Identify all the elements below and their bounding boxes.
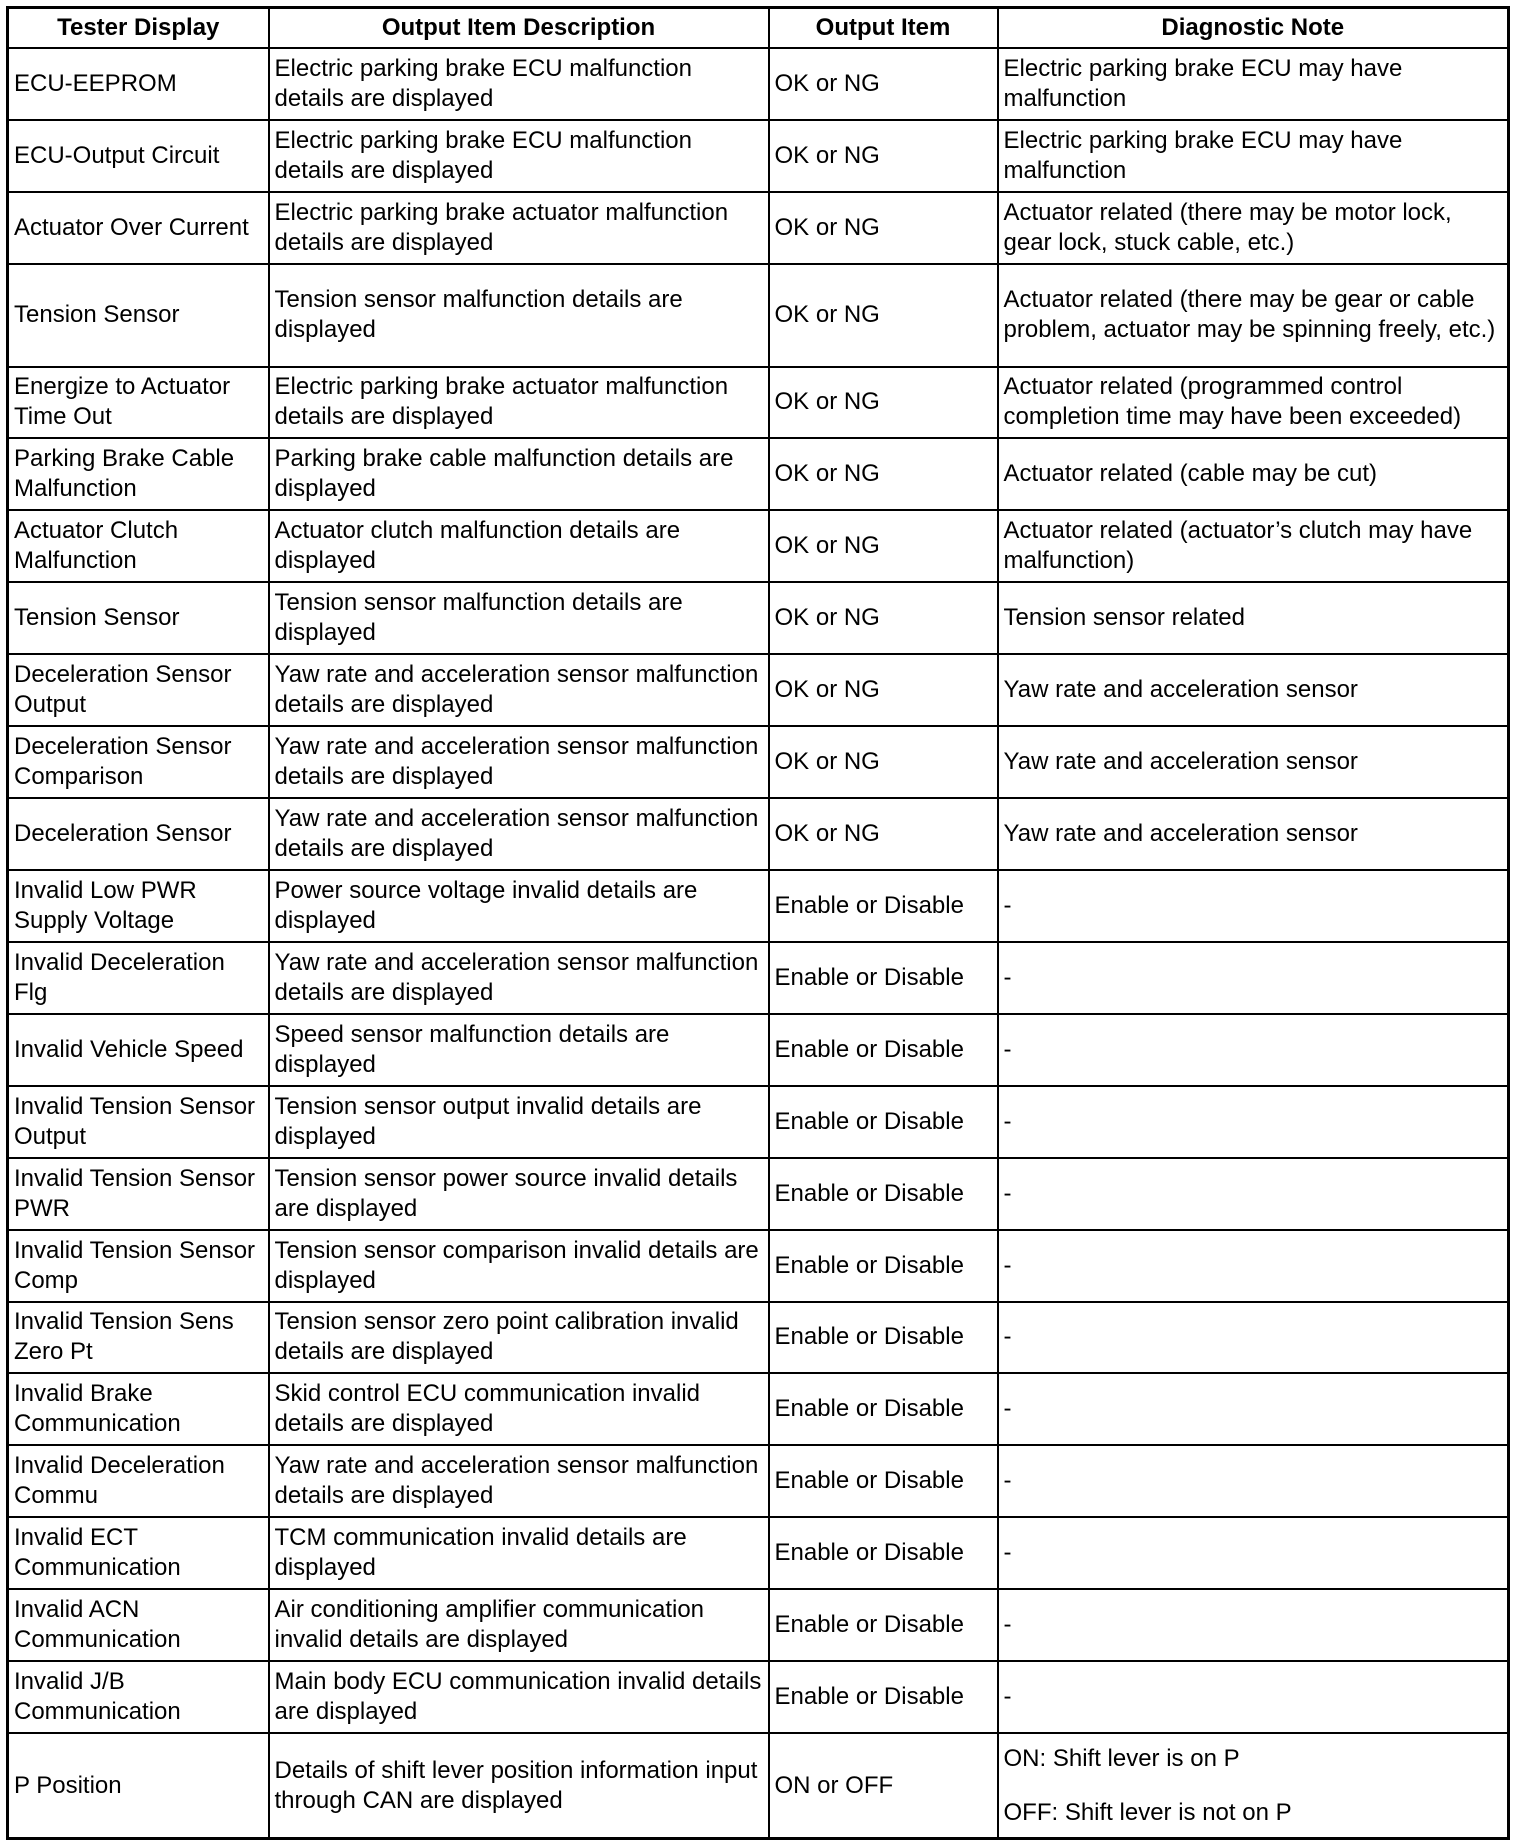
diagnostic-note-cell: -	[998, 1373, 1509, 1445]
tester-display-cell: Invalid Tension Sensor PWR	[8, 1158, 269, 1230]
output-item-cell: Enable or Disable	[769, 1230, 998, 1302]
table-row	[8, 1589, 1509, 1661]
description-cell: Electric parking brake actuator malfunction details are displayed	[269, 367, 769, 439]
header-tester-display: Tester Display	[8, 8, 269, 49]
note-off-line: OFF: Shift lever is not on P	[1003, 1798, 1292, 1826]
diagnostic-note-cell: Yaw rate and acceleration sensor	[998, 654, 1509, 726]
header-row	[8, 8, 1509, 49]
diagnostic-note-cell: -	[998, 942, 1509, 1014]
description-cell: Tension sensor output invalid details are displayed	[269, 1086, 769, 1158]
output-item-cell: OK or NG	[769, 582, 998, 654]
tester-display-cell: Invalid Tension Sens Zero Pt	[8, 1302, 269, 1374]
diagnostic-note-cell: -	[998, 1517, 1509, 1589]
tester-display-cell: Invalid Tension Sensor Output	[8, 1086, 269, 1158]
diagnostic-note-cell: -	[998, 1230, 1509, 1302]
diagnostic-note-cell: Electric parking brake ECU may have malfunction	[998, 120, 1509, 192]
table-row	[8, 726, 1509, 798]
note-on-line: ON: Shift lever is on P	[1003, 1744, 1240, 1772]
diagnostic-note-cell: Yaw rate and acceleration sensor	[998, 798, 1509, 870]
table-row	[8, 1517, 1509, 1589]
tester-display-cell: Invalid Vehicle Speed	[8, 1014, 269, 1086]
diagnostic-note-cell: Yaw rate and acceleration sensor	[998, 726, 1509, 798]
output-item-cell: OK or NG	[769, 192, 998, 264]
table-row	[8, 510, 1509, 582]
output-item-cell: Enable or Disable	[769, 1014, 998, 1086]
output-item-cell: Enable or Disable	[769, 870, 998, 942]
table-row	[8, 582, 1509, 654]
tester-display-cell: Invalid Deceleration Commu	[8, 1445, 269, 1517]
tester-display-cell: ECU-EEPROM	[8, 48, 269, 120]
description-cell: Parking brake cable malfunction details are displayed	[269, 438, 769, 510]
description-cell: Air conditioning amplifier communication invalid details are displayed	[269, 1589, 769, 1661]
output-item-cell: Enable or Disable	[769, 1086, 998, 1158]
output-item-cell: Enable or Disable	[769, 1445, 998, 1517]
output-item-cell: Enable or Disable	[769, 1661, 998, 1733]
tester-display-cell: Deceleration Sensor	[8, 798, 269, 870]
tester-display-cell: Invalid Deceleration Flg	[8, 942, 269, 1014]
diagnostic-note-cell: -	[998, 870, 1509, 942]
table-row	[8, 870, 1509, 942]
output-item-cell: OK or NG	[769, 438, 998, 510]
description-cell: Power source voltage invalid details are displayed	[269, 870, 769, 942]
description-cell: Electric parking brake ECU malfunction details are displayed	[269, 48, 769, 120]
output-item-cell: Enable or Disable	[769, 1302, 998, 1374]
output-item-cell: Enable or Disable	[769, 1373, 998, 1445]
tester-display-cell: Invalid Tension Sensor Comp	[8, 1230, 269, 1302]
description-cell: Details of shift lever position information input through CAN are displayed	[269, 1733, 769, 1838]
diagnostic-note-cell: -	[998, 1445, 1509, 1517]
tester-display-cell: Invalid ECT Communication	[8, 1517, 269, 1589]
output-item-cell: OK or NG	[769, 726, 998, 798]
diagnostic-note-cell: Tension sensor related	[998, 582, 1509, 654]
tester-display-cell: Actuator Over Current	[8, 192, 269, 264]
tester-display-cell: Invalid Brake Communication	[8, 1373, 269, 1445]
table-row	[8, 654, 1509, 726]
description-cell: Main body ECU communication invalid details are displayed	[269, 1661, 769, 1733]
table-row	[8, 48, 1509, 120]
output-item-cell: ON or OFF	[769, 1733, 998, 1838]
output-item-cell: Enable or Disable	[769, 1517, 998, 1589]
tester-display-cell: Deceleration Sensor Output	[8, 654, 269, 726]
table-row	[8, 1661, 1509, 1733]
table-row	[8, 1733, 1509, 1838]
note-spacer	[1004, 1774, 1503, 1798]
diagnostic-note-cell: -	[998, 1014, 1509, 1086]
diagnostic-table	[6, 6, 1510, 1840]
description-cell: Tension sensor comparison invalid details are displayed	[269, 1230, 769, 1302]
description-cell: Yaw rate and acceleration sensor malfunction details are displayed	[269, 1445, 769, 1517]
description-cell: Tension sensor malfunction details are displayed	[269, 582, 769, 654]
tester-display-cell: Invalid Low PWR Supply Voltage	[8, 870, 269, 942]
description-cell: Actuator clutch malfunction details are displayed	[269, 510, 769, 582]
tester-display-cell: Energize to Actuator Time Out	[8, 367, 269, 439]
table-row	[8, 264, 1509, 367]
output-item-cell: Enable or Disable	[769, 1158, 998, 1230]
diagnostic-note-cell	[998, 1733, 1509, 1838]
table-row	[8, 1445, 1509, 1517]
table-row	[8, 1373, 1509, 1445]
table-row	[8, 942, 1509, 1014]
header-output-item: Output Item	[769, 8, 998, 49]
description-cell: Yaw rate and acceleration sensor malfunction details are displayed	[269, 798, 769, 870]
table-row	[8, 438, 1509, 510]
diagnostic-note-cell: -	[998, 1661, 1509, 1733]
diagnostic-note-cell: -	[998, 1302, 1509, 1374]
table-row	[8, 1158, 1509, 1230]
table-row	[8, 1230, 1509, 1302]
diagnostic-note-cell: Actuator related (there may be motor lock, gear lock, stuck cable, etc.)	[998, 192, 1509, 264]
table-row	[8, 1014, 1509, 1086]
tester-display-cell: Tension Sensor	[8, 264, 269, 367]
description-cell: Speed sensor malfunction details are displayed	[269, 1014, 769, 1086]
tester-display-cell: Invalid ACN Communication	[8, 1589, 269, 1661]
description-cell: Tension sensor power source invalid details are displayed	[269, 1158, 769, 1230]
diagnostic-note-cell: -	[998, 1086, 1509, 1158]
description-cell: TCM communication invalid details are displayed	[269, 1517, 769, 1589]
output-item-cell: OK or NG	[769, 654, 998, 726]
tester-display-cell: Actuator Clutch Malfunction	[8, 510, 269, 582]
header-diagnostic-note: Diagnostic Note	[998, 8, 1509, 49]
output-item-cell: OK or NG	[769, 510, 998, 582]
description-cell: Tension sensor zero point calibration invalid details are displayed	[269, 1302, 769, 1374]
diagnostic-note-cell: -	[998, 1158, 1509, 1230]
tester-display-cell: Invalid J/B Communication	[8, 1661, 269, 1733]
output-item-cell: Enable or Disable	[769, 1589, 998, 1661]
tester-display-cell: ECU-Output Circuit	[8, 120, 269, 192]
diagnostic-note-cell: Actuator related (there may be gear or cable problem, actuator may be spinning freely, etc.)	[998, 264, 1509, 367]
header-output-item-description: Output Item Description	[269, 8, 769, 49]
description-cell: Yaw rate and acceleration sensor malfunction details are displayed	[269, 654, 769, 726]
description-cell: Yaw rate and acceleration sensor malfunction details are displayed	[269, 942, 769, 1014]
table-row	[8, 1086, 1509, 1158]
description-cell: Tension sensor malfunction details are displayed	[269, 264, 769, 367]
table-row	[8, 798, 1509, 870]
table-row	[8, 1302, 1509, 1374]
table-row	[8, 120, 1509, 192]
tester-display-cell: Deceleration Sensor Comparison	[8, 726, 269, 798]
output-item-cell: Enable or Disable	[769, 942, 998, 1014]
diagnostic-note-cell: Actuator related (programmed control completion time may have been exceeded)	[998, 367, 1509, 439]
description-cell: Yaw rate and acceleration sensor malfunction details are displayed	[269, 726, 769, 798]
diagnostic-note-cell: Actuator related (cable may be cut)	[998, 438, 1509, 510]
output-item-cell: OK or NG	[769, 367, 998, 439]
output-item-cell: OK or NG	[769, 264, 998, 367]
table-row	[8, 367, 1509, 439]
tester-display-cell: Parking Brake Cable Malfunction	[8, 438, 269, 510]
output-item-cell: OK or NG	[769, 48, 998, 120]
diagnostic-note-cell: -	[998, 1589, 1509, 1661]
description-cell: Electric parking brake ECU malfunction details are displayed	[269, 120, 769, 192]
diagnostic-note-cell: Electric parking brake ECU may have malfunction	[998, 48, 1509, 120]
table-row	[8, 192, 1509, 264]
description-cell: Skid control ECU communication invalid details are displayed	[269, 1373, 769, 1445]
diagnostic-note-cell: Actuator related (actuator’s clutch may have malfunction)	[998, 510, 1509, 582]
tester-display-cell: Tension Sensor	[8, 582, 269, 654]
tester-display-cell: P Position	[8, 1733, 269, 1838]
output-item-cell: OK or NG	[769, 120, 998, 192]
description-cell: Electric parking brake actuator malfunction details are displayed	[269, 192, 769, 264]
output-item-cell: OK or NG	[769, 798, 998, 870]
